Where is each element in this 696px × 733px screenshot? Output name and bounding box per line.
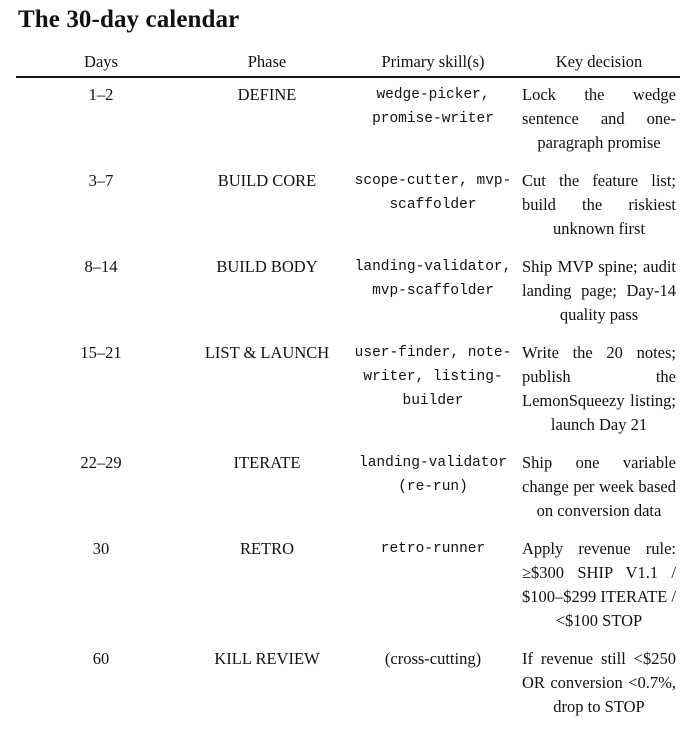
cell-phase: ITERATE (233, 453, 301, 472)
table-row (16, 532, 680, 642)
cell-decision: Lock the wedge sentence and one-paragraph promise (522, 85, 676, 152)
cell-days: 1–2 (88, 85, 114, 104)
cell-decision: Ship one variable change per week based on conversion data (522, 453, 676, 520)
cell-phase: RETRO (239, 539, 295, 558)
header-skills: Primary skill(s) (381, 52, 485, 71)
cell-decision: Write the 20 notes; publish the LemonSqueezy listing; launch Day 21 (522, 343, 676, 434)
cell-days: 8–14 (84, 257, 118, 276)
table-row (16, 77, 680, 164)
header-days: Days (84, 52, 118, 71)
header-phase: Phase (247, 52, 287, 71)
cell-days: 30 (92, 539, 110, 558)
table-row (16, 164, 680, 250)
cell-skills: landing-validator, mvp-scaffolder (354, 259, 512, 299)
table-row (16, 642, 680, 728)
cell-decision: Ship MVP spine; audit landing page; Day-14 quality pass (522, 257, 676, 324)
cell-days: 3–7 (88, 171, 114, 190)
cell-decision: Cut the feature list; build the riskiest unknown first (522, 171, 676, 238)
cell-phase: BUILD BODY (216, 257, 318, 276)
cell-decision: Apply revenue rule: ≥$300 SHIP V1.1 / $100–$299 ITERATE / <$100 STOP (522, 539, 676, 630)
table-row (16, 446, 680, 532)
table-header-row (16, 49, 680, 77)
cell-days: 22–29 (80, 453, 122, 472)
cell-phase: DEFINE (237, 85, 297, 104)
cell-skills: (cross-cutting) (384, 649, 482, 668)
cell-phase: BUILD CORE (217, 171, 317, 190)
calendar-table (16, 49, 680, 728)
table-row (16, 336, 680, 446)
cell-skills: user-finder, note-writer, listing-builder (354, 345, 512, 409)
cell-skills: landing-validator (re-run) (359, 455, 507, 495)
cell-phase: KILL REVIEW (214, 649, 320, 668)
cell-days: 15–21 (80, 343, 122, 362)
cell-phase: LIST & LAUNCH (204, 343, 330, 362)
cell-skills: scope-cutter, mvp-scaffolder (354, 173, 512, 213)
table-row (16, 250, 680, 336)
header-decision: Key decision (555, 52, 643, 71)
cell-skills: retro-runner (380, 541, 486, 557)
cell-days: 60 (92, 649, 110, 668)
cell-decision: If revenue still <$250 OR conversion <0.7%, drop to STOP (522, 649, 676, 716)
page-title: The 30-day calendar (18, 6, 240, 33)
cell-skills: wedge-picker, promise-writer (372, 87, 494, 127)
